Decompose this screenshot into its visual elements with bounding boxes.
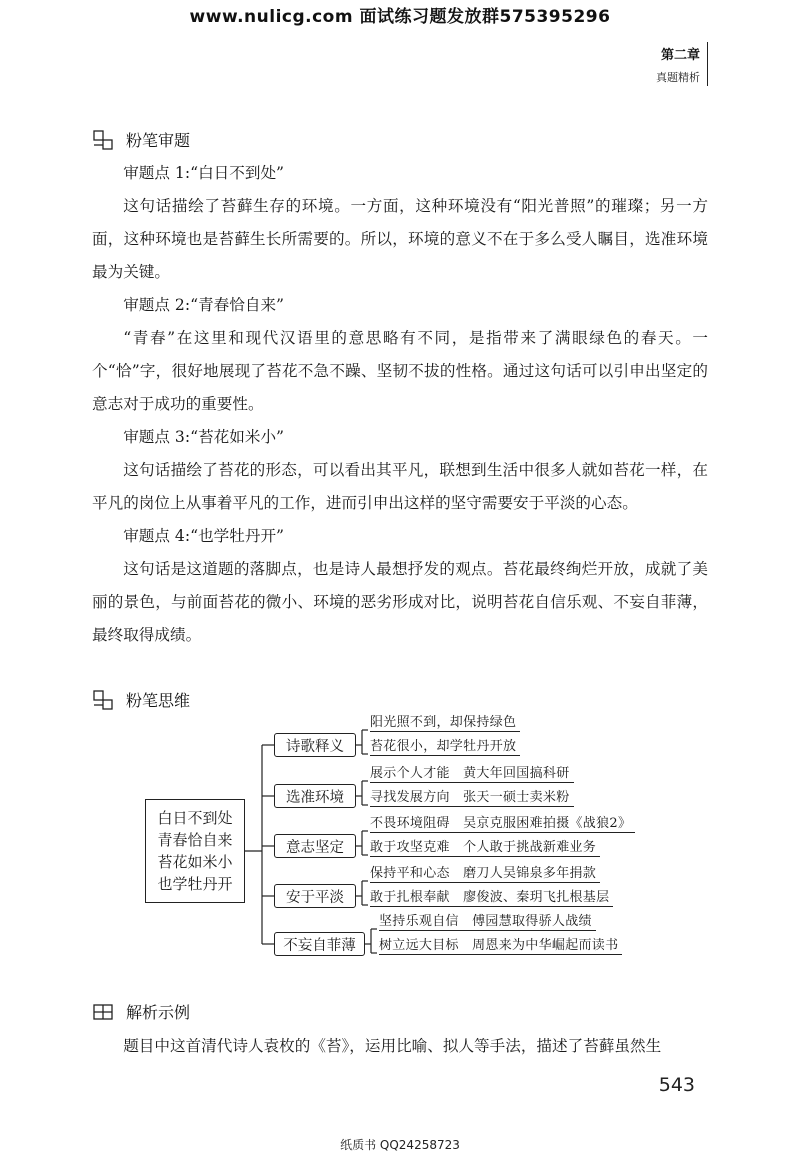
mindmap-branch: 诗歌释义 <box>274 733 356 757</box>
chapter-title: 第二章 <box>660 48 700 63</box>
root-line: 苔花如米小 <box>157 853 233 871</box>
point-heading: 审题点 1:“白日不到处” <box>123 164 285 182</box>
top-banner: www.nulicg.com 面试练习题发放群575395296 <box>189 7 611 27</box>
section-title: 粉笔审题 <box>126 131 191 150</box>
mindmap-branch: 选准环境 <box>274 784 356 808</box>
mindmap-leaf: 阳光照不到，却保持绿色 <box>370 714 520 732</box>
mindmap-root <box>145 799 245 903</box>
mindmap-branch: 不妄自菲薄 <box>274 932 365 956</box>
section-title: 粉笔思维 <box>126 691 191 710</box>
section-title: 解析示例 <box>126 1003 191 1022</box>
root-line: 青春恰自来 <box>157 831 233 849</box>
mindmap-branch: 意志坚定 <box>274 834 356 858</box>
root-line: 白日不到处 <box>157 809 233 827</box>
point-text: “青春”在这里和现代汉语里的意思略有不同，是指带来了满眼绿色的春天。一个“恰”字，很好地展现了苔花不急不躁、坚韧不拔的性格。通过这句话可以引申出坚定的意志对于成功的重要性。 <box>92 329 708 413</box>
mindmap-leaf: 敢于扎根奉献 廖俊波、秦玥飞扎根基层 <box>370 889 613 907</box>
mindmap-leaf: 不畏环境阻碍 吴京克服困难拍摄《战狼2》 <box>370 815 635 833</box>
point-text: 这句话是这道题的落脚点，也是诗人最想抒发的观点。苔花最终绚烂开放，成就了美丽的景色，与前面苔花的微小、环境的恶劣形成对比，说明苔花自信乐观、不妄自菲薄，最终取得成绩。 <box>92 560 708 644</box>
example-text: 题目中这首清代诗人袁枚的《苔》，运用比喻、拟人等手法，描述了苔藓虽然生 <box>123 1037 662 1055</box>
section-heading-jiexi <box>92 1000 190 1023</box>
point-text: 这句话描绘了苔花的形态，可以看出其平凡，联想到生活中很多人就如苔花一样，在平凡的岗位上从事着平凡的工作，进而引申出这样的坚守需要安于平淡的心态。 <box>92 461 708 512</box>
mindmap-leaf: 保持平和心态 磨刀人吴锦泉多年捐款 <box>370 865 600 883</box>
mindmap-leaf: 树立远大目标 周恩来为中华崛起而读书 <box>379 937 622 955</box>
point-heading: 审题点 2:“青春恰自来” <box>123 296 285 314</box>
mindmap-leaf: 敢于攻坚克难 个人敢于挑战新难业务 <box>370 839 600 857</box>
section-marker-icon <box>92 1001 114 1023</box>
mindmap-leaf: 寻找发展方向 张天一硕士卖米粉 <box>370 789 574 807</box>
chapter-subtitle: 真题精析 <box>656 71 700 84</box>
mindmap-leaf: 展示个人才能 黄大年回国搞科研 <box>370 765 574 783</box>
page-number: 543 <box>658 1074 695 1096</box>
point-text: 这句话描绘了苔藓生存的环境。一方面，这种环境没有“阳光普照”的璀璨；另一方面，这种环境也是苔藓生长所需要的。所以，环境的意义不在于多么受人瞩目，选准环境最为关键。 <box>92 197 708 281</box>
mindmap-leaf: 坚持乐观自信 傅园慧取得骄人战绩 <box>379 913 596 931</box>
footer-text: 纸质书 QQ24258723 <box>340 1138 460 1152</box>
point-heading: 审题点 4:“也学牡丹开” <box>123 527 285 545</box>
root-line: 也学牡丹开 <box>157 875 233 893</box>
jiexi-content <box>92 1030 708 1063</box>
point-heading: 审题点 3:“苔花如米小” <box>123 428 285 446</box>
mindmap-branch: 安于平淡 <box>274 884 356 908</box>
mindmap-leaf: 苔花很小，却学牡丹开放 <box>370 738 520 756</box>
